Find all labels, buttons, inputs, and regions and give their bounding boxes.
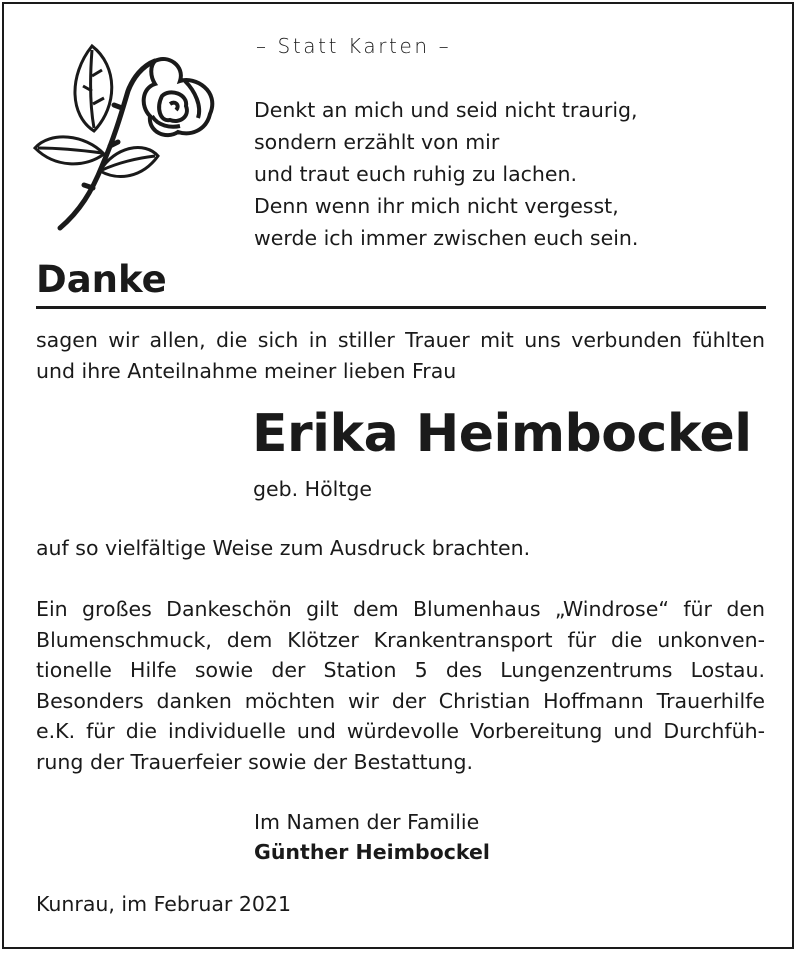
birth-name: geb. Höltge (253, 477, 372, 501)
place-date: Kunrau, im Februar 2021 (36, 892, 291, 916)
paragraph-line: und ihre Anteilnahme meiner lieben Frau (36, 358, 457, 383)
paragraph-line: auf so vielfältige Weise zum Ausdruck brachten. (36, 536, 531, 560)
poem-line: und traut euch ruhig zu lachen. (254, 162, 578, 186)
poem-line: Denn wenn ihr mich nicht vergesst, (254, 194, 619, 218)
intro-paragraph (36, 325, 765, 386)
signature-intro: Im Namen der Familie (254, 810, 480, 834)
divider (36, 306, 766, 309)
thanks-paragraph (36, 594, 765, 777)
paragraph-line: sagen wir allen, die sich in stiller Trauer mit uns verbunden fühlten (36, 328, 765, 352)
poem-line: Denkt an mich und seid nicht traurig, (254, 98, 638, 122)
paragraph-line: Ein großes Dankeschön gilt dem Blumenhaus „Windrose“ für den (36, 597, 765, 621)
deceased-name: Erika Heimbockel (252, 404, 752, 464)
paragraph-line: rung der Trauerfeier sowie der Bestattung. (36, 749, 474, 774)
paragraph-line: Blumenschmuck, dem Klötzer Krankentransport für die unkonven- (36, 627, 765, 652)
statt-karten-header: – Statt Karten – (256, 34, 452, 58)
paragraph-line: Besonders danken möchten wir der Christian Hoffmann Trauerhilfe (36, 688, 765, 713)
poem-line: sondern erzählt von mir (254, 130, 500, 154)
page-title: Danke (36, 258, 167, 301)
paragraph-line: e.K. für die individuelle und würdevolle Vorbereitung und Durchfüh- (36, 719, 765, 743)
poem-line: werde ich immer zwischen euch sein. (254, 226, 639, 250)
paragraph-line: tionelle Hilfe sowie der Station 5 des Lungenzentrums Lostau. (36, 658, 765, 682)
expression-paragraph (36, 533, 765, 564)
poem (254, 94, 774, 254)
signature-name: Günther Heimbockel (254, 840, 490, 864)
rose-icon (30, 36, 230, 236)
